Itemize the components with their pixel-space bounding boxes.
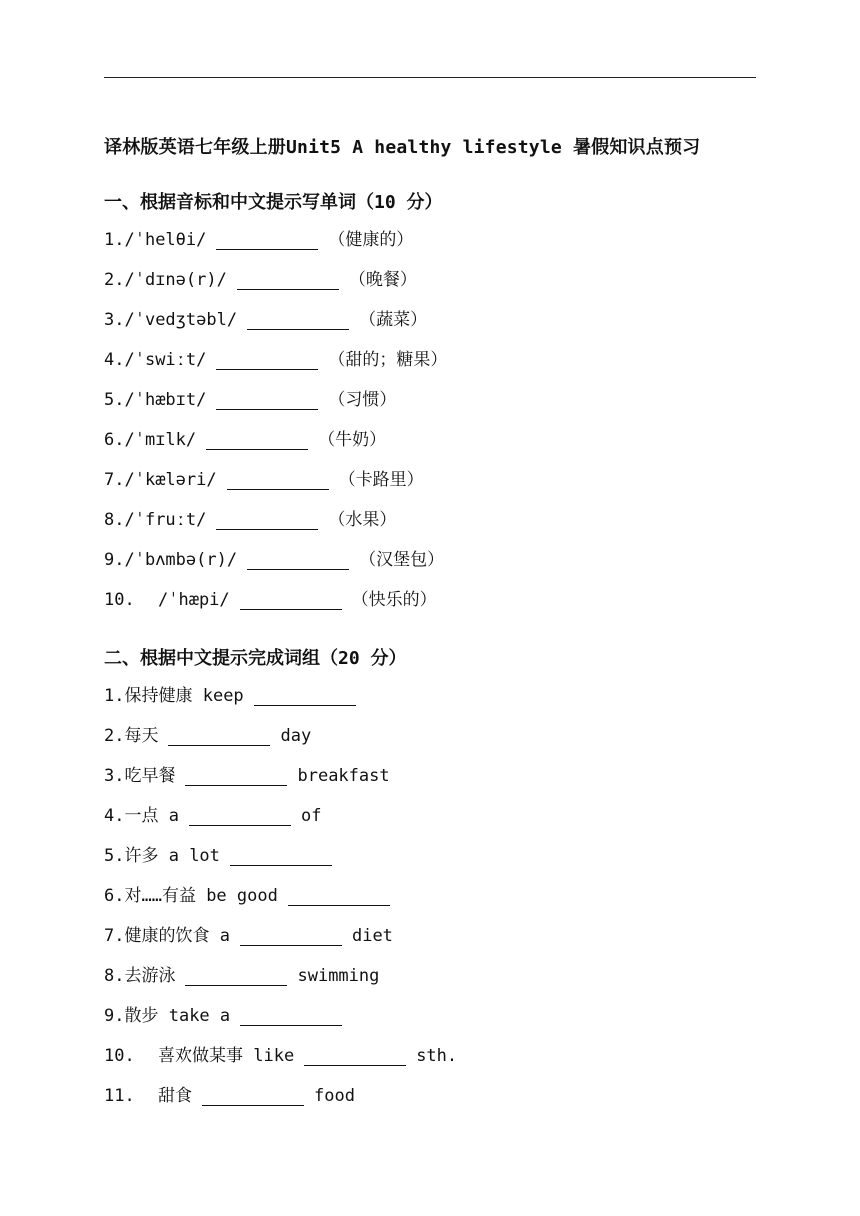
answer-blank[interactable] [227,471,329,490]
phrase-prefix: 一点 a [124,806,179,826]
item-number: 10. [104,590,135,610]
answer-blank[interactable] [240,1007,342,1026]
phrase-suffix: breakfast [297,766,390,786]
phonetic: /ˈswiːt/ [124,350,207,370]
s2-item-9 [104,1003,352,1029]
item-number: 7. [104,470,125,490]
phonetic: /ˈkæləri/ [124,470,217,490]
phonetic: /ˈvedʒtəbl/ [124,310,238,330]
phrase-suffix: sth. [416,1046,458,1066]
s2-item-4 [104,803,321,829]
answer-blank[interactable] [168,727,270,746]
item-number: 9. [104,1006,125,1026]
phrase-suffix: day [280,726,312,746]
answer-blank[interactable] [202,1087,304,1106]
chinese-hint: （健康的） [328,230,414,250]
s1-item-2 [104,267,417,293]
item-number: 2. [104,270,125,290]
section2-heading: 二、根据中文提示完成词组（20 分） [104,648,407,669]
phonetic: /ˈdɪnə(r)/ [124,270,227,290]
answer-blank[interactable] [185,967,287,986]
s1-item-4 [104,347,447,373]
item-number: 6. [104,430,125,450]
item-number: 6. [104,886,125,906]
phrase-prefix: 去游泳 [124,966,176,986]
phrase-prefix: 健康的饮食 a [124,926,230,946]
s1-item-7 [104,467,424,493]
answer-blank[interactable] [240,591,342,610]
s2-item-10 [104,1043,457,1069]
chinese-hint: （蔬菜） [359,310,428,330]
item-number: 8. [104,510,125,530]
chinese-hint: （牛奶） [318,430,387,450]
s2-item-2 [104,723,311,749]
s2-item-7 [104,923,393,949]
phrase-prefix: 对……有益 be good [124,886,278,906]
answer-blank[interactable] [247,311,349,330]
chinese-hint: （晚餐） [348,270,417,290]
s1-item-10 [104,587,437,613]
answer-blank[interactable] [216,391,318,410]
item-number: 1. [104,230,125,250]
phonetic: /ˈhæbɪt/ [124,390,207,410]
item-number: 1. [104,686,125,706]
item-number: 2. [104,726,125,746]
item-number: 11. [104,1086,135,1106]
phonetic: /ˈhelθi/ [124,230,207,250]
chinese-hint: （快乐的） [351,590,437,610]
s1-item-1 [104,227,413,253]
phrase-prefix: 许多 a lot [124,846,220,866]
chinese-hint: （汉堡包） [359,550,445,570]
answer-blank[interactable] [216,351,318,370]
item-number: 3. [104,310,125,330]
answer-blank[interactable] [240,927,342,946]
phrase-prefix: 每天 [124,726,159,746]
answer-blank[interactable] [216,231,318,250]
phrase-suffix: of [300,806,322,826]
phonetic: /ˈhæpi/ [158,590,230,610]
phrase-prefix: 喜欢做某事 like [158,1046,295,1066]
item-number: 3. [104,766,125,786]
s2-item-3 [104,763,390,789]
answer-blank[interactable] [189,807,291,826]
phonetic: /ˈbʌmbə(r)/ [124,550,238,570]
s1-item-8 [104,507,396,533]
answer-blank[interactable] [237,271,339,290]
item-number: 4. [104,806,125,826]
answer-blank[interactable] [216,511,318,530]
phrase-prefix: 甜食 [158,1086,192,1106]
phonetic: /ˈfruːt/ [124,510,207,530]
s1-item-3 [104,307,427,333]
phrase-suffix: food [314,1086,355,1106]
phonetic: /ˈmɪlk/ [124,430,197,450]
s2-item-6 [104,883,400,909]
phrase-prefix: 散步 take a [124,1006,231,1026]
top-rule [104,77,756,78]
s2-item-5 [104,843,342,869]
answer-blank[interactable] [288,887,390,906]
phrase-suffix: diet [351,926,393,946]
phrase-prefix: 保持健康 keep [124,686,244,706]
answer-blank[interactable] [304,1047,406,1066]
chinese-hint: （水果） [328,510,397,530]
answer-blank[interactable] [247,551,349,570]
s2-item-11 [104,1083,355,1109]
chinese-hint: （卡路里） [338,470,424,490]
item-number: 4. [104,350,125,370]
item-number: 7. [104,926,125,946]
phrase-prefix: 吃早餐 [124,766,176,786]
s2-item-1 [104,683,366,709]
item-number: 5. [104,390,125,410]
document-title: 译林版英语七年级上册Unit5 A healthy lifestyle 暑假知识点预习 [104,137,701,158]
s1-item-9 [104,547,444,573]
answer-blank[interactable] [206,431,308,450]
s1-item-5 [104,387,396,413]
s1-item-6 [104,427,386,453]
phrase-suffix: swimming [297,966,380,986]
item-number: 9. [104,550,125,570]
item-number: 5. [104,846,125,866]
answer-blank[interactable] [230,847,332,866]
chinese-hint: （甜的；糖果） [328,350,448,370]
chinese-hint: （习惯） [328,390,397,410]
section1-heading: 一、根据音标和中文提示写单词（10 分） [104,192,443,213]
item-number: 10. [104,1046,135,1066]
s2-item-8 [104,963,379,989]
answer-blank[interactable] [185,767,287,786]
answer-blank[interactable] [254,687,356,706]
item-number: 8. [104,966,125,986]
